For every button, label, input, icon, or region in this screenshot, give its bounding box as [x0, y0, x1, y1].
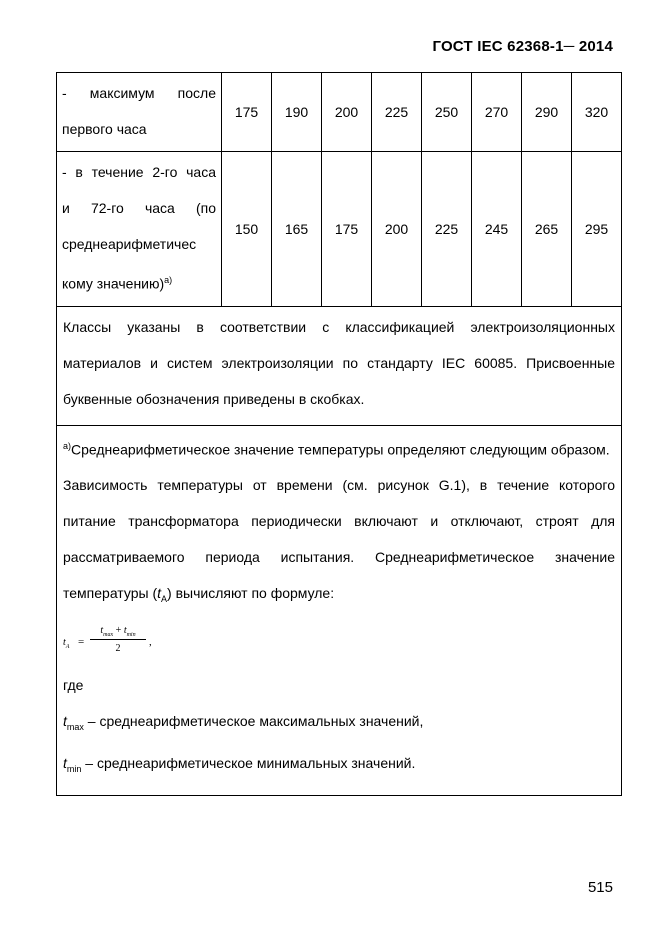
document-code-header: ГОСТ IEC 62368-1─ 2014	[432, 38, 613, 55]
table-cell: 320	[572, 73, 622, 152]
footnote-paragraph: Зависимость температуры от времени (см. рисунок G.1), в течение которого питание трансформатора периодически включают и отключают, строят для рассматриваемого периода испытания. Среднеарифметическое значение температуры $(t_A)$ вычисляют по формуле:	[63, 477, 615, 605]
table-cell: 270	[472, 73, 522, 152]
table-cell: 150	[222, 152, 272, 307]
table-row	[57, 152, 622, 307]
footnote-marker: а)	[164, 275, 173, 285]
table-cell: 245	[472, 152, 522, 307]
footnote-cell: $^{а)}$Среднеарифметическое значение температуры определяют следующим образом. Зависимость температуры от времени (см. рисунок G.1), в течение которого питание трансформатора периодически включают и отключают, строят для рассматриваемого периода испытания. Среднеарифметическое значение температуры $(t_A)$ вычисляют по формуле: $t_A$ = $t_{max} + t_{min}$ 2 , где $t_{max}$ – среднеарифметическое максимальных значений, $t_{min}$ – среднеарифметическое минимальных значений.	[57, 425, 622, 795]
table-cell: 265	[522, 152, 572, 307]
table-cell: 190	[272, 73, 322, 152]
classes-note: Классы указаны в соответствии с классификацией электроизоляционных материалов и систем электроизоляции по стандарту IEC 60085. Присвоенные буквенные обозначения приведены в скобках.	[57, 306, 622, 425]
table-cell: 225	[372, 73, 422, 152]
table-cell: 250	[422, 73, 472, 152]
table-row	[57, 425, 622, 795]
tmax-definition: $t_{max}$ – среднеарифметическое максимальных значений,	[63, 713, 424, 732]
row-label-max-after-first-hour: - максимум после первого часа	[57, 73, 222, 152]
page-number: 515	[587, 879, 613, 896]
temperature-limits-table	[56, 72, 622, 796]
mean-temperature-formula: $t_A$ = $t_{max} + t_{min}$ 2 ,	[63, 625, 152, 655]
table-row	[57, 306, 622, 425]
row-label-2nd-to-72nd-hour: - в течение 2-го часа и 72-го часа (по среднеарифметичес кому значению)$^{а)}$	[57, 152, 222, 307]
footnote-marker: а)	[63, 440, 72, 451]
table-cell: 200	[322, 73, 372, 152]
table-cell: 165	[272, 152, 322, 307]
table-cell: 175	[222, 73, 272, 152]
table-cell: 175	[322, 152, 372, 307]
table-cell: 200	[372, 152, 422, 307]
table-cell: 290	[522, 73, 572, 152]
tmin-definition: $t_{min}$ – среднеарифметическое минимальных значений.	[63, 754, 416, 774]
formula-fraction: $t_{max} + t_{min}$ 2	[90, 625, 146, 654]
table-row	[57, 73, 622, 152]
table-cell: 295	[572, 152, 622, 307]
table-cell: 225	[422, 152, 472, 307]
where-label: где	[63, 677, 84, 694]
